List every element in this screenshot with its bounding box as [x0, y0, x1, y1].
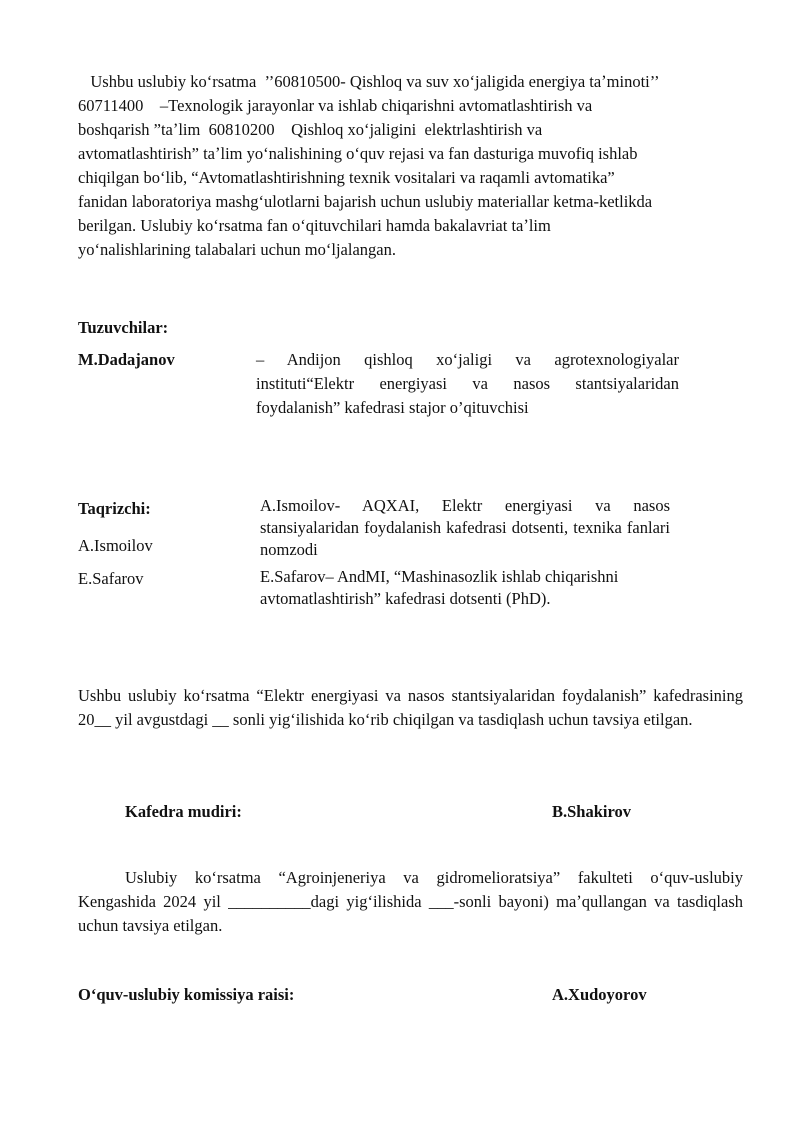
recommendation-paragraph: Ushbu uslubiy koʻrsatma “Elektr energiyasi va nasos stantsiyalaridan foydalanish” kafedrasining 20__ yil avgustdagi __ sonli yigʻilishida koʻrib chiqilgan va tasdiqlash uchun tavsiya etilgan. [78, 686, 743, 729]
intro-line: fanidan laboratoriya mashgʻulotlarni bajarish uchun uslubiy materiallar ketma-ketlikda [78, 192, 653, 211]
intro-line: chiqilgan boʻlib, “Avtomatlashtirishning texnik vositalari va raqamli avtomatika” [78, 168, 615, 187]
author-name: M.Dadajanov [78, 350, 175, 369]
commission-label: Oʻquv-uslubiy komissiya raisi: [78, 985, 295, 1004]
reviewers-heading: Taqrizchi: [78, 499, 151, 518]
author-description: – Andijon qishloq xoʻjaligi va agrotexnologiyalar instituti“Elektr energiyasi va nasos stantsiyalaridan foydalanish” kafedrasi stajor o’qituvchisi [256, 350, 679, 417]
head-of-department-label: Kafedra mudiri: [125, 802, 242, 821]
reviewer-name: E.Safarov [78, 569, 144, 588]
intro-line: avtomatlashtirish” taʼlim yoʻnalishining oʻquv rejasi va fan dasturiga muvofiq ishlab [78, 144, 638, 163]
intro-line: boshqarish ”taʼlim 60810200 Qishloq xoʻjaligini elektrlashtirish va [78, 120, 543, 139]
intro-paragraph [78, 70, 758, 262]
intro-line: yoʻnalishlarining talabalari uchun moʻljalangan. [78, 240, 396, 259]
intro-line: berilgan. Uslubiy koʻrsatma fan oʻqituvchilari hamda bakalavriat taʼlim [78, 216, 551, 235]
intro-line: 60711400 –Texnologik jarayonlar va ishlab chiqarishni avtomatlashtirish va [78, 96, 593, 115]
reviewer-name: A.Ismoilov [78, 536, 153, 555]
authors-heading: Tuzuvchilar: [78, 318, 169, 337]
reviewer-description-1: A.Ismoilov- AQXAI, Elektr energiyasi va nasos stansiyalaridan foydalanish kafedrasi dotsenti, texnika fanlari nomzodi [260, 496, 670, 559]
council-paragraph: Uslubiy koʻrsatma “Agroinjeneriya va gidromelioratsiya” fakulteti oʻquv-uslubiy Kengashida 2024 yil __________dagi yigʻilishida ___-sonli bayoni) maʼqullangan va tasdiqlash uchun tavsiya etilgan. [78, 868, 743, 935]
intro-line: Ushbu uslubiy koʻrsatma ’’60810500- Qishloq va suv xoʻjaligida energiya taʼminoti’’ [78, 72, 660, 91]
head-of-department-name: B.Shakirov [552, 802, 632, 821]
commission-chair-name: A.Xudoyorov [552, 985, 647, 1004]
reviewer-description-2: E.Safarov– AndMI, “Mashinasozlik ishlab chiqarishni avtomatlashtirish” kafedrasi dotsenti (PhD). [260, 567, 619, 608]
